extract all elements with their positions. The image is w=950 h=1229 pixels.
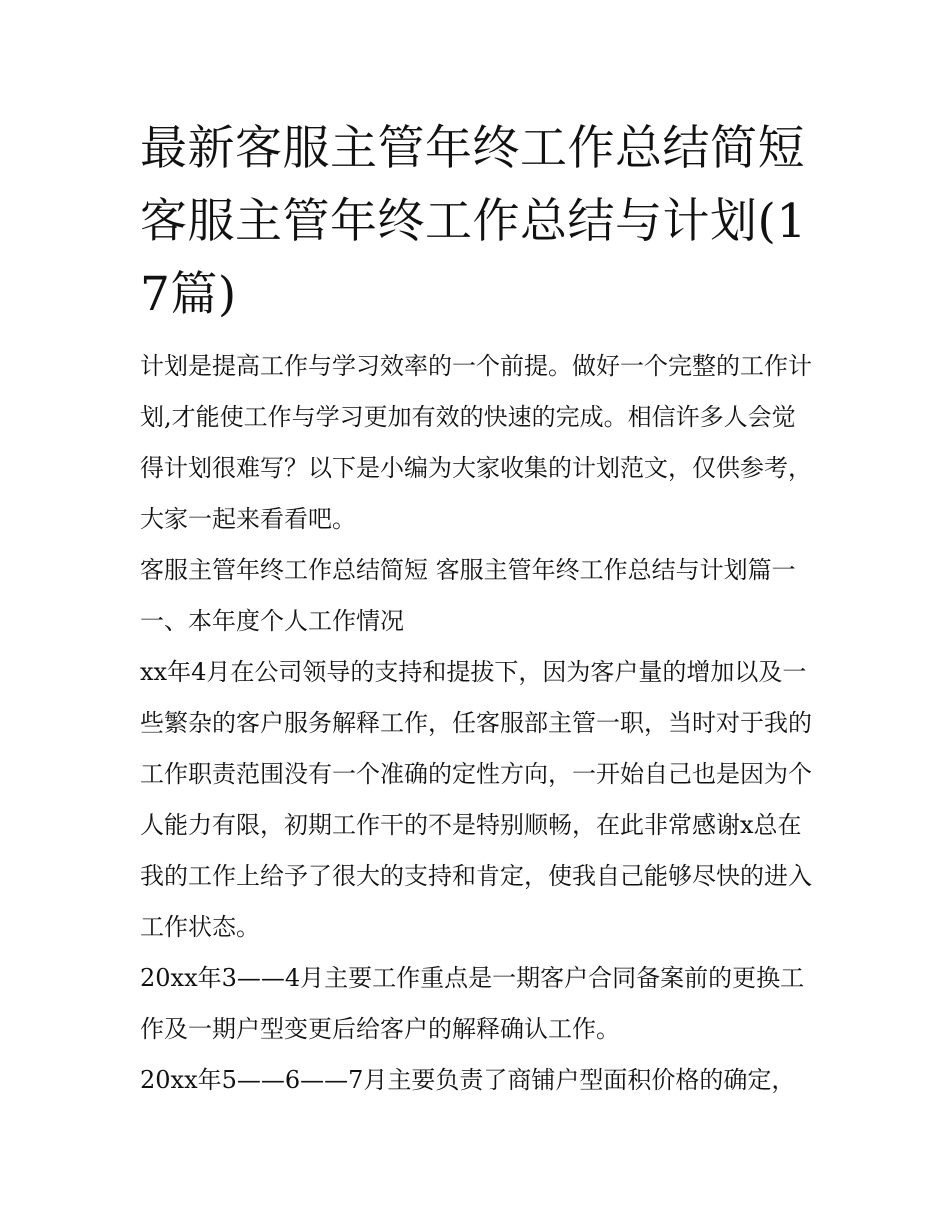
paragraph-body-3: 20xx年5——6——7月主要负责了商铺户型面积价格的确定， <box>140 1066 796 1094</box>
document-title: 最新客服主管年终工作总结简短 客服主管年终工作总结与计划(17篇) <box>140 121 807 322</box>
paragraph-body-1: xx年4月在公司领导的支持和提拔下，因为客户量的增加以及一些繁杂的客户服务解释工作，任客服部主管一职，当时对于我的工作职责范围没有一个准确的定性方向，一开始自己也是因为个人能力有限，初期工作干的不是特别顺畅，在此非常感谢x总在我的工作上给予了很大的支持和肯定，使我自己能够尽快的进入工作状态。 <box>140 658 812 941</box>
paragraph-intro: 计划是提高工作与学习效率的一个前提。做好一个完整的工作计划,才能使工作与学习更加有效的快速的完成。相信许多人会觉得计划很难写？以下是小编为大家收集的计划范文，仅供参考，大家一起来看看吧。 <box>140 352 812 533</box>
paragraph-section-heading: 客服主管年终工作总结简短 客服主管年终工作总结与计划篇一 一、本年度个人工作情况 <box>140 556 796 635</box>
document-page <box>140 112 816 1106</box>
paragraph-body-2: 20xx年3——4月主要工作重点是一期客户合同备案前的更换工作及一期户型变更后给客户的解释确认工作。 <box>140 964 805 1043</box>
